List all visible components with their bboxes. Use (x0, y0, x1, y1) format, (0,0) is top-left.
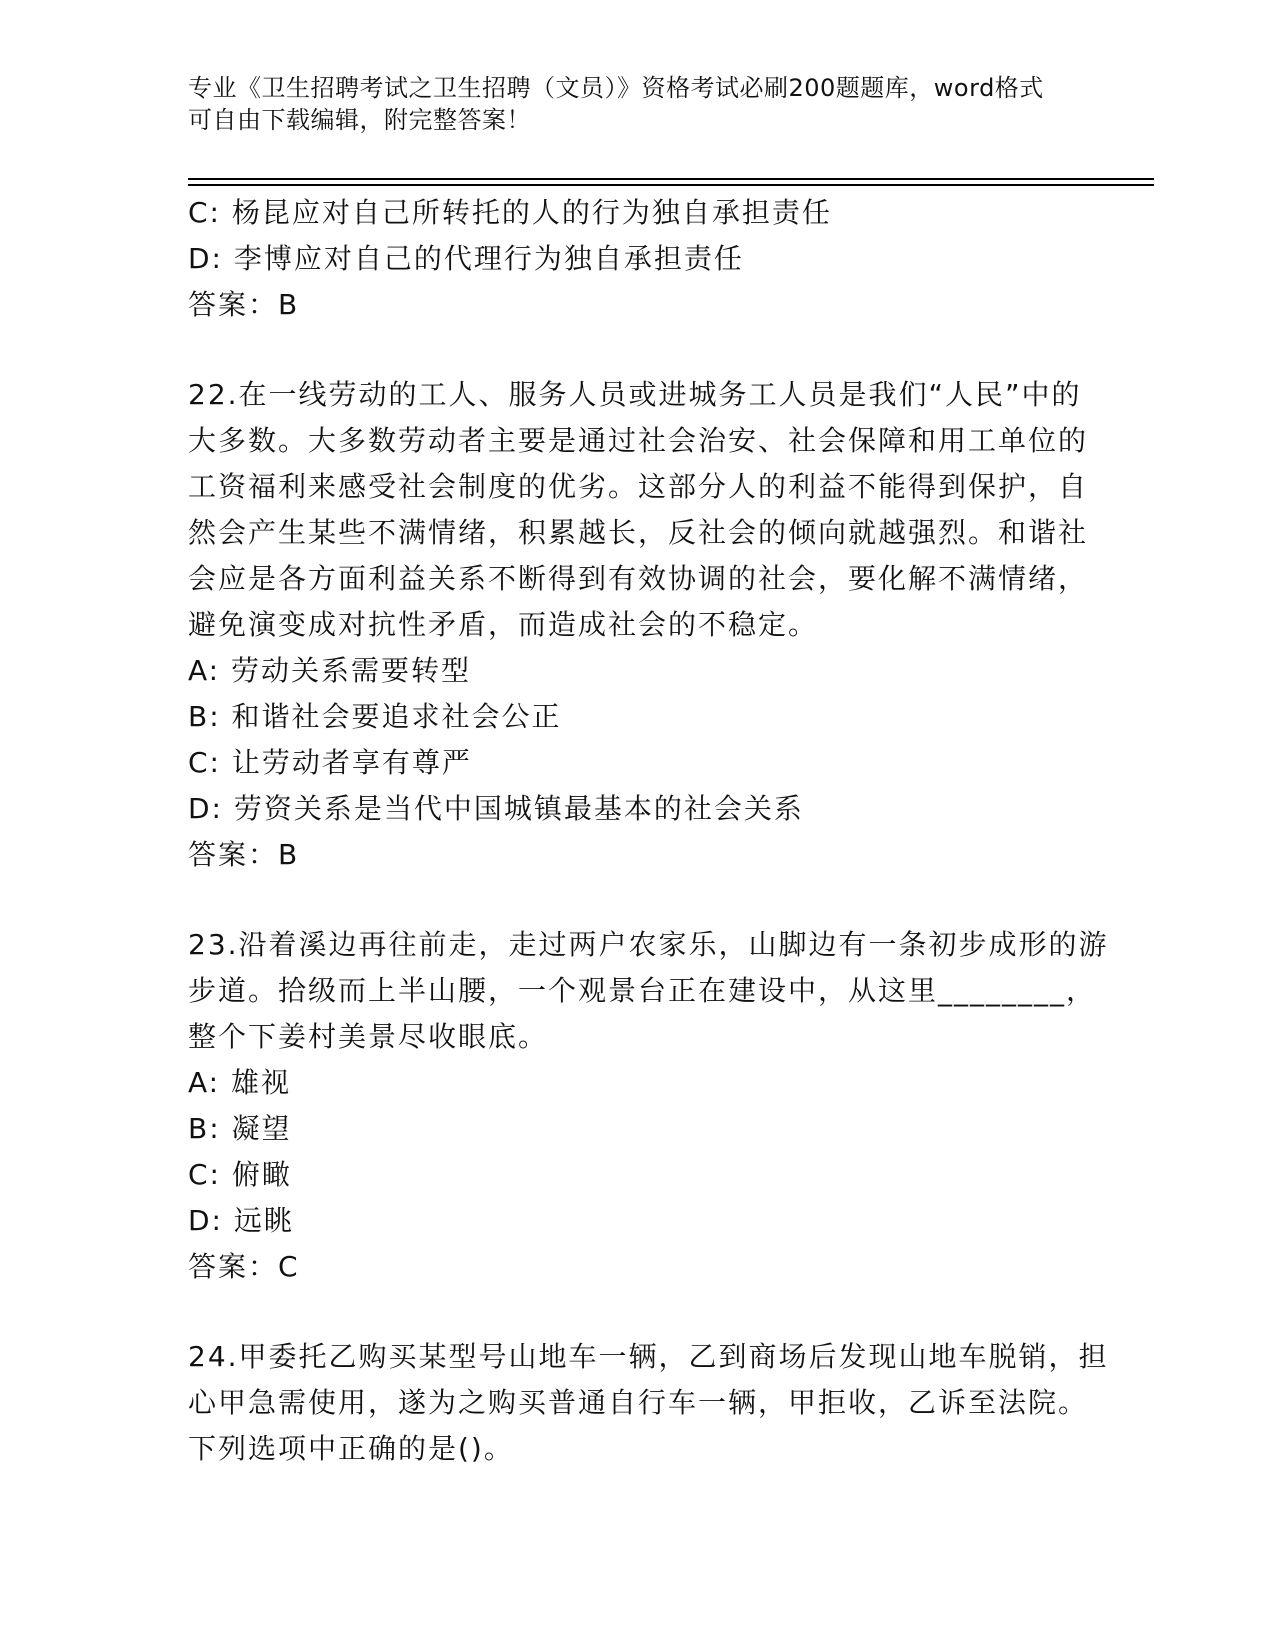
option-c: C: 让劳动者享有尊严 (188, 746, 472, 779)
question-23 (188, 922, 1109, 1290)
option-c: C: 俯瞰 (188, 1158, 292, 1191)
header-divider-bottom (188, 184, 1154, 186)
question-line: 步道。拾级而上半山腰，一个观景台正在建设中，从这里________， (188, 974, 1097, 1007)
question-24 (188, 1334, 1109, 1472)
question-line: 下列选项中正确的是()。 (188, 1432, 514, 1465)
header-divider-top (188, 178, 1154, 180)
option-b: B: 凝望 (188, 1112, 292, 1145)
option-a: A: 雄视 (188, 1066, 291, 1099)
option-b: B: 和谐社会要追求社会公正 (188, 700, 562, 733)
question-line: 大多数。大多数劳动者主要是通过社会治安、社会保障和用工单位的 (188, 424, 1089, 457)
option-d: D: 远眺 (188, 1204, 294, 1237)
answer: 答案：B (188, 838, 300, 871)
header-line-1: 专业《卫生招聘考试之卫生招聘（文员）》资格考试必刷200题题库，word格式 (188, 74, 1044, 102)
question-text (188, 1334, 1109, 1472)
question-line: 然会产生某些不满情绪，积累越长，反社会的倾向就越强烈。和谐社 (188, 516, 1089, 549)
document-body (188, 190, 1109, 1472)
question-line: 避免演变成对抗性矛盾，而造成社会的不稳定。 (188, 608, 819, 641)
question-text (188, 372, 1089, 648)
question-line: 整个下姜村美景尽收眼底。 (188, 1020, 549, 1053)
option-d: D: 劳资关系是当代中国城镇最基本的社会关系 (188, 792, 804, 825)
option-c: C: 杨昆应对自己所转托的人的行为独自承担责任 (188, 196, 832, 229)
question-line: 22.在一线劳动的工人、服务人员或进城务工人员是我们“人民”中的 (188, 378, 1082, 411)
question-22 (188, 372, 1089, 878)
option-a: A: 劳动关系需要转型 (188, 654, 471, 687)
answer: 答案：B (188, 288, 300, 321)
header-line-2: 可自由下载编辑，附完整答案！ (188, 106, 531, 134)
question-text (188, 922, 1109, 1060)
document-header (188, 72, 1088, 136)
question-line: 心甲急需使用，遂为之购买普通自行车一辆，甲拒收，乙诉至法院。 (188, 1386, 1089, 1419)
question-line: 会应是各方面利益关系不断得到有效协调的社会，要化解不满情绪， (188, 562, 1089, 595)
question-line: 工资福利来感受社会制度的优劣。这部分人的利益不能得到保护，自 (188, 470, 1089, 503)
option-d: D: 李博应对自己的代理行为独自承担责任 (188, 242, 744, 275)
answer: 答案：C (188, 1250, 300, 1283)
question-21-tail (188, 190, 1068, 328)
question-line: 23.沿着溪边再往前走，走过两户农家乐，山脚边有一条初步成形的游 (188, 928, 1109, 961)
question-line: 24.甲委托乙购买某型号山地车一辆，乙到商场后发现山地车脱销，担 (188, 1340, 1109, 1373)
